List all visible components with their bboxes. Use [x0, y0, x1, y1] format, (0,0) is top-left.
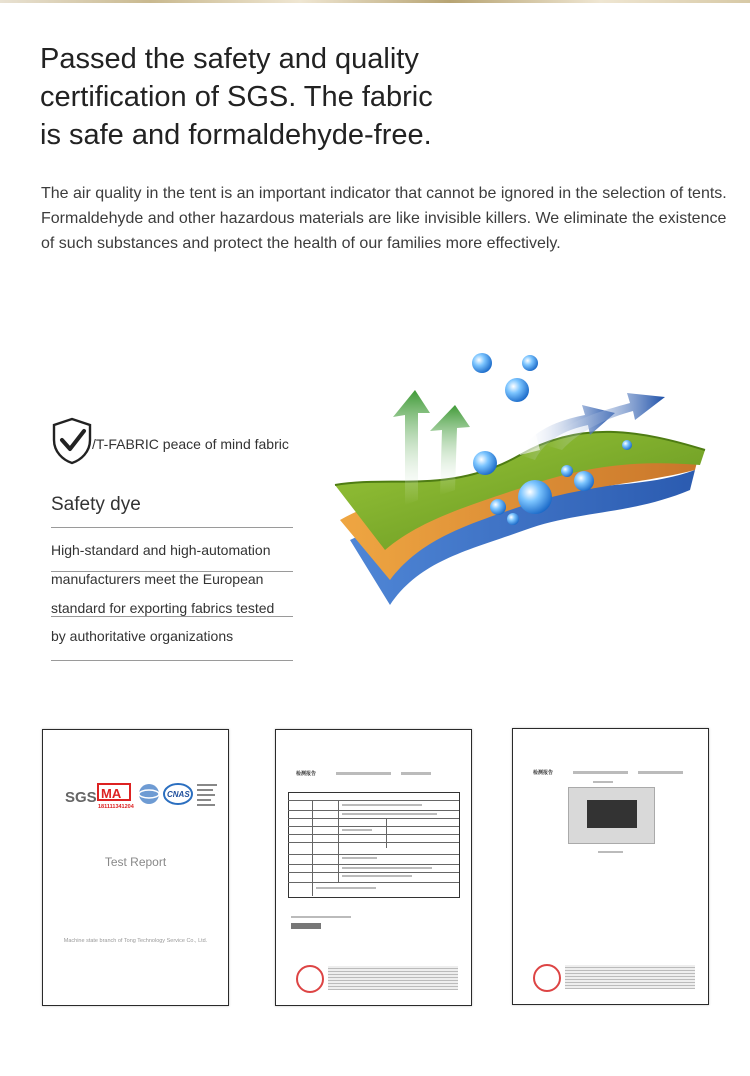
test-report-page-2 — [275, 729, 472, 1006]
certification-logos — [65, 780, 225, 810]
report-header: 检测报告 — [533, 770, 554, 776]
safety-line: manufacturers meet the European — [51, 571, 264, 587]
sgs-logo: SGS — [65, 789, 97, 806]
fabric-badge — [50, 416, 300, 466]
test-report-cover — [42, 729, 229, 1006]
headline-line-1: Passed the safety and quality — [40, 43, 419, 75]
safety-line: High-standard and high-automation — [51, 542, 271, 558]
intro-paragraph: The air quality in the tent is an important indicator that cannot be ignored in the selection of tents. Formaldehyde and other hazardous materials are like invisible killers. We eliminate the existence of such substances and protect the health of our families more effectively. — [41, 185, 727, 252]
safety-line: standard for exporting fabrics tested — [51, 600, 275, 616]
report-number-placeholder — [336, 772, 391, 775]
badge-text: /T-FABRIC peace of mind fabric — [92, 436, 289, 452]
safety-title: Safety dye — [51, 494, 141, 515]
top-decorative-strip — [0, 0, 750, 3]
red-stamp — [533, 964, 561, 992]
test-report-footer: Machine state branch of Tong Technology Service Co., Ltd. — [63, 938, 208, 944]
fine-print-block — [328, 966, 458, 990]
safety-line: by authoritative organizations — [51, 628, 234, 644]
test-report-title: Test Report — [104, 855, 167, 869]
report-date-placeholder — [638, 771, 683, 774]
divider — [51, 616, 293, 617]
report-date-placeholder — [401, 772, 431, 775]
test-report-page-3 — [512, 728, 709, 1005]
fine-print-block — [565, 965, 695, 989]
headline-line-2: certification of SGS. The fabric — [40, 81, 433, 113]
ma-logo: MA — [101, 786, 122, 801]
headline — [40, 40, 500, 154]
divider — [51, 527, 293, 528]
headline-line-3: is safe and formaldehyde-free. — [40, 119, 432, 151]
red-stamp — [296, 965, 324, 993]
divider — [51, 660, 293, 661]
cnas-logo: CNAS — [167, 790, 190, 799]
report-number-placeholder — [573, 771, 628, 774]
report-header: 检测报告 — [296, 771, 317, 777]
signature — [291, 923, 321, 929]
fabric-layers-illustration — [330, 335, 715, 620]
ma-number: 181111341204 — [98, 804, 134, 810]
shield-check-icon — [50, 416, 94, 466]
sample-photo — [568, 787, 655, 844]
